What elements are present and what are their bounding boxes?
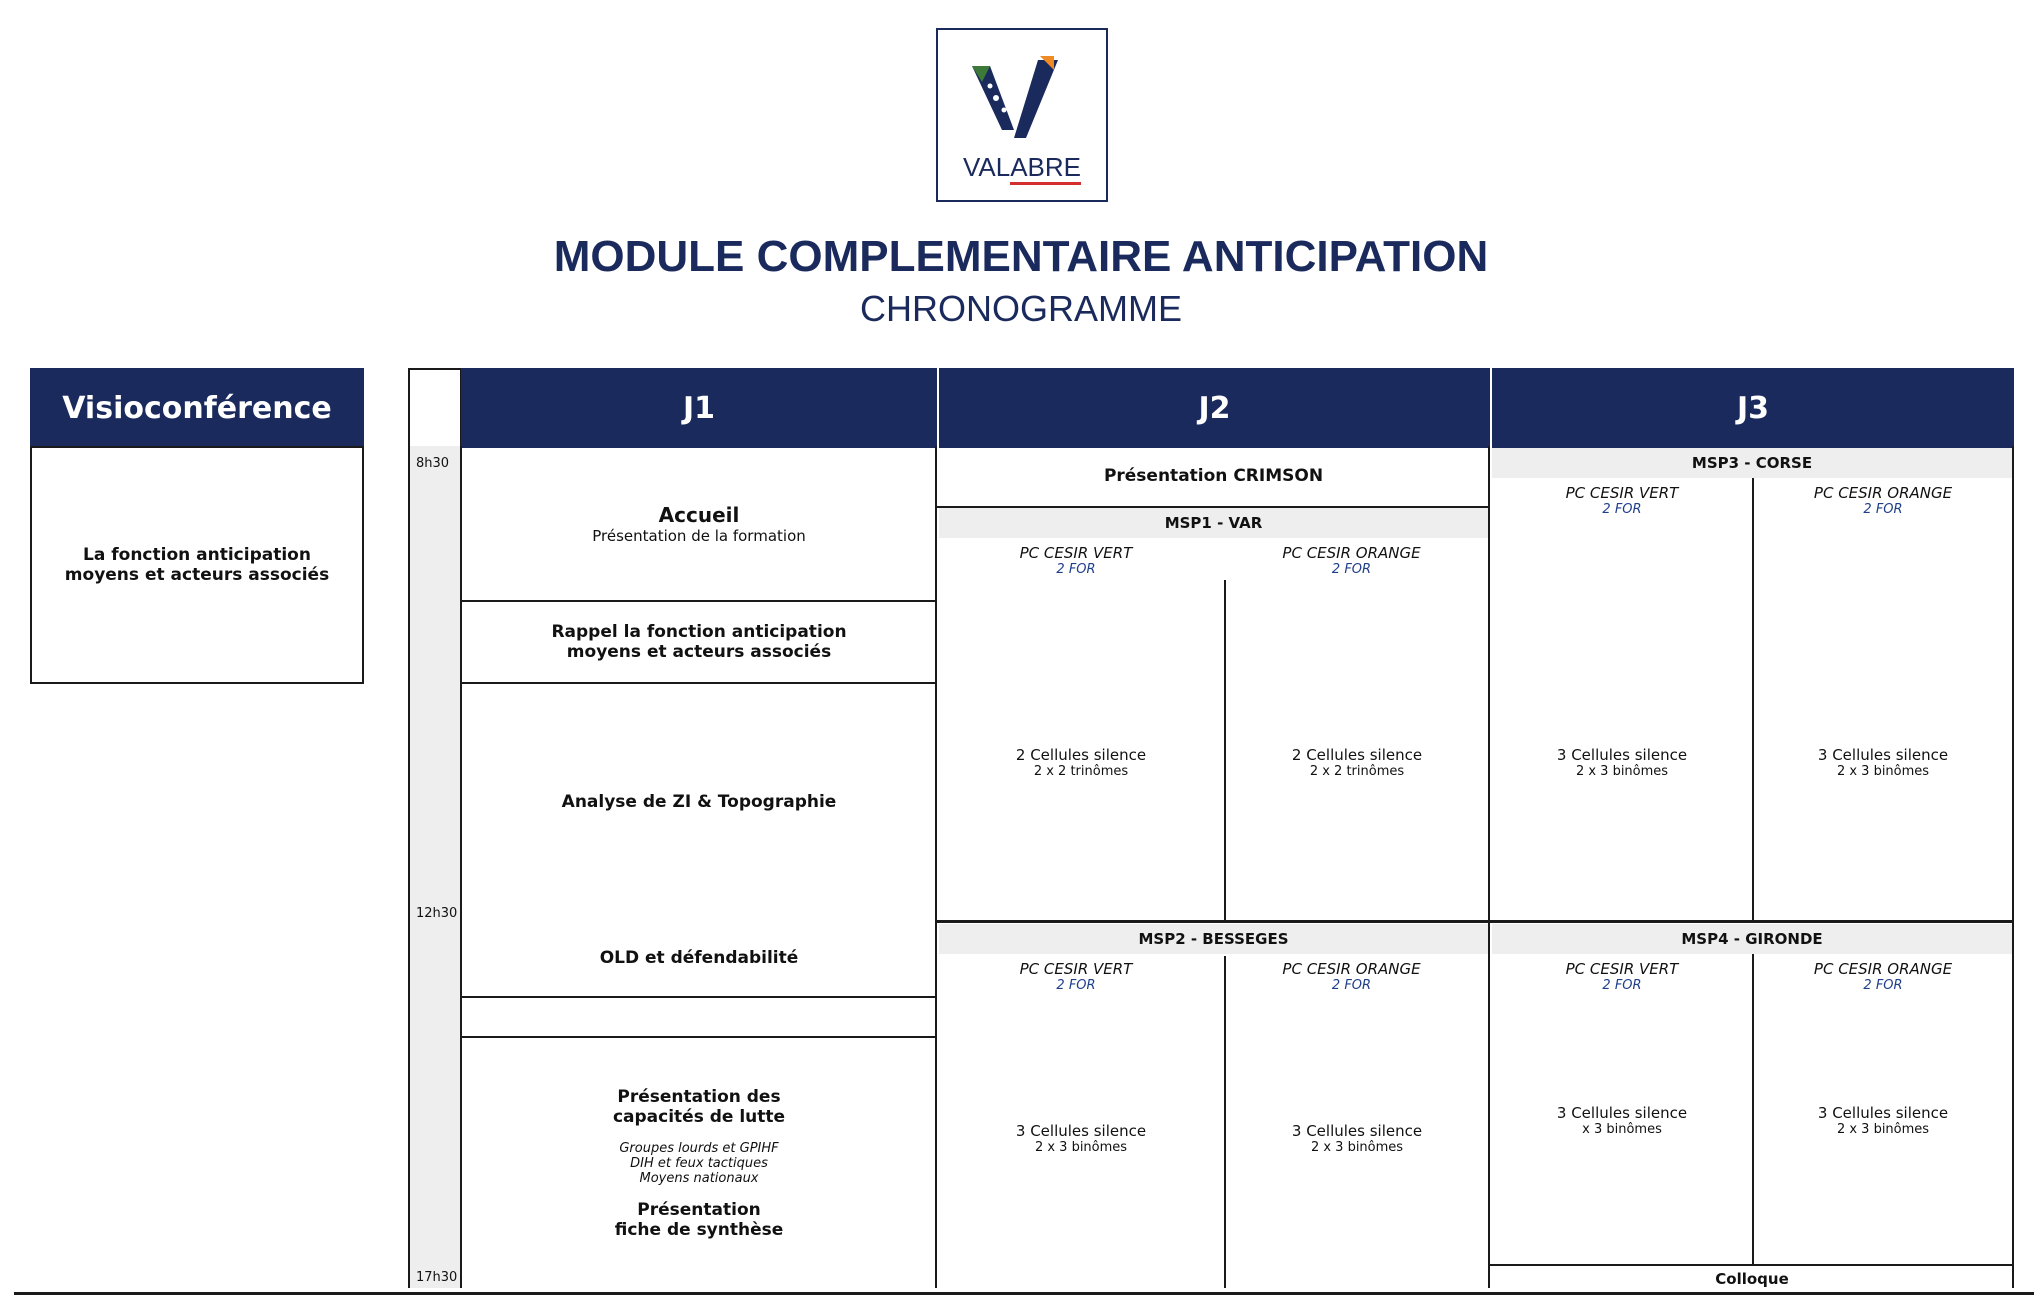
j2-msp2-vert-label: [939, 956, 1213, 996]
j1-pres-line1: Présentation des: [617, 1086, 781, 1107]
j1-accueil-sub: Présentation de la formation: [592, 527, 806, 545]
j2-msp2-orange-cells: 3 Cellules silence: [1291, 1121, 1423, 1140]
logo-text-val: VAL: [962, 152, 1011, 182]
j1-old-cell: [461, 920, 937, 996]
j2-msp1-vert-trin: 2 x 2 trinômes: [1033, 763, 1129, 779]
j2-msp1-orange-for: 2 FOR: [1331, 561, 1372, 577]
j3-msp4-orange-for: 2 FOR: [1863, 977, 1903, 993]
j2-msp1-pc-orange: PC CESIR ORANGE: [1282, 543, 1421, 562]
visio-box: [30, 446, 364, 684]
j2-msp2-pc-orange: PC CESIR ORANGE: [1282, 959, 1421, 978]
j3-msp4-pc-vert: PC CESIR VERT: [1565, 959, 1679, 978]
time-12h30: 12h30: [416, 906, 458, 921]
j3-msp3-orange-bin: 2 x 3 binômes: [1836, 763, 1930, 779]
j3-colloque-cell: [1492, 1266, 2012, 1288]
j1-analyse-text: Analyse de ZI & Topographie: [561, 792, 837, 812]
j1-old-text: OLD et défendabilité: [599, 948, 799, 968]
j3-colloque-text: Colloque: [1715, 1270, 1789, 1288]
j2-msp2-orange-bin: 2 x 3 binômes: [1310, 1139, 1404, 1155]
j3-msp3-vert-cells: 3 Cellules silence: [1556, 745, 1688, 764]
j2-msp2-orange-label: [1215, 956, 1488, 996]
j3-msp3-vert-bin: 2 x 3 binômes: [1575, 763, 1669, 779]
j3-msp4-vert-label: [1492, 956, 1752, 996]
j1-groupes-line1: Groupes lourds et GPIHF: [619, 1140, 779, 1156]
j2-msp2-vert-for: 2 FOR: [1056, 977, 1096, 993]
j2-msp2-vert-cell: [939, 1088, 1223, 1188]
j3-msp3-pc-orange: PC CESIR ORANGE: [1813, 483, 1953, 502]
page-subtitle: CHRONOGRAMME: [860, 288, 1182, 329]
j2-msp1-pc-vert: PC CESIR VERT: [1019, 543, 1133, 562]
visio-line2: moyens et acteurs associés: [64, 565, 330, 585]
j3-msp3-pc-vert: PC CESIR VERT: [1565, 483, 1679, 502]
j3-msp4-title: MSP4 - GIRONDE: [1681, 930, 1823, 948]
j3-msp4-orange-cells: 3 Cellules silence: [1817, 1103, 1949, 1122]
header-j2: J2: [937, 368, 1490, 448]
j2-msp1-orange-cells: 2 Cellules silence: [1291, 745, 1423, 764]
visio-header: Visioconférence: [30, 368, 364, 448]
logo-text-abre: ABRE: [1010, 152, 1081, 185]
j2-msp1-orange-trin: 2 x 2 trinômes: [1309, 763, 1405, 779]
j2-msp2-vert-cells: 3 Cellules silence: [1015, 1121, 1147, 1140]
j1-pres-line2: capacités de lutte: [612, 1106, 786, 1127]
j3-msp4-orange-bin: 2 x 3 binômes: [1836, 1121, 1930, 1137]
j3-msp4-vert-bin: x 3 binômes: [1582, 1121, 1662, 1137]
j3-msp3-title: MSP3 - CORSE: [1691, 454, 1813, 472]
j3-msp3-vert-cell: [1492, 700, 1752, 824]
j3-msp4-vert-cell: [1492, 1070, 1752, 1170]
time-8h30: 8h30: [416, 456, 450, 471]
j3-msp3-orange-cell: [1754, 700, 2012, 824]
j3-msp4-vert-for: 2 FOR: [1602, 977, 1642, 993]
j2-msp1-orange-label: [1215, 540, 1488, 580]
j2-msp1-vert-for: 2 FOR: [1056, 561, 1096, 577]
bottom-rule: [14, 1292, 2034, 1295]
j1-analyse-cell: [461, 684, 937, 920]
j2-msp2-vert-bin: 2 x 3 binômes: [1034, 1139, 1128, 1155]
j1-groupes-line2: DIH et feux tactiques: [630, 1155, 768, 1171]
j1-rappel-cell: [461, 602, 937, 682]
visio-line1: La fonction anticipation: [83, 545, 311, 565]
j3-msp4-vert-cells: 3 Cellules silence: [1556, 1103, 1688, 1122]
time-17h30: 17h30: [416, 1270, 458, 1285]
j2-msp2-band: [939, 924, 1488, 954]
j2-msp1-band: [939, 508, 1488, 538]
j1-groupes-line3: Moyens nationaux: [639, 1170, 759, 1186]
j2-crimson-text: Présentation CRIMSON: [1103, 466, 1324, 486]
j3-msp4-pc-orange: PC CESIR ORANGE: [1813, 959, 1953, 978]
j1-rappel-line2: moyens et acteurs associés: [566, 642, 832, 662]
j3-msp3-vert-for: 2 FOR: [1602, 501, 1642, 517]
time-column: [408, 446, 462, 1288]
header-j1: J1: [461, 368, 937, 448]
valabre-v-icon: [938, 38, 1106, 158]
j3-msp3-band: [1492, 448, 2012, 478]
j2-msp2-pc-vert: PC CESIR VERT: [1019, 959, 1133, 978]
j2-msp1-vert-cell: [939, 700, 1223, 824]
j2-msp1-vert-cells: 2 Cellules silence: [1015, 745, 1147, 764]
j2-msp1-vert-label: [939, 540, 1213, 580]
j2-msp2-orange-for: 2 FOR: [1331, 977, 1372, 993]
j3-msp4-orange-cell: [1754, 1070, 2012, 1170]
j2-msp1-title: MSP1 - VAR: [1164, 514, 1263, 532]
j3-msp4-band: [1492, 924, 2012, 954]
j3-msp3-orange-for: 2 FOR: [1863, 501, 1903, 517]
j2-crimson-cell: [939, 446, 1488, 506]
j2-msp1-orange-cell: [1226, 700, 1488, 824]
j2-msp2-orange-cell: [1226, 1088, 1488, 1188]
j3-msp3-orange-label: [1754, 480, 2012, 520]
j3-msp3-orange-cells: 3 Cellules silence: [1817, 745, 1949, 764]
j1-accueil-cell: [461, 446, 937, 602]
header-j3: J3: [1490, 368, 2014, 448]
j3-msp4-orange-label: [1754, 956, 2012, 996]
j1-fiche-line1: Présentation: [637, 1199, 761, 1220]
j2-msp2-title: MSP2 - BESSEGES: [1138, 930, 1289, 948]
valabre-logo: [936, 28, 1108, 202]
j1-presentation-cell: [461, 1038, 937, 1288]
time-header-cell: [408, 368, 462, 448]
j1-fiche-line2: fiche de synthèse: [614, 1219, 784, 1240]
j3-msp3-vert-label: [1492, 480, 1752, 520]
page-title: MODULE COMPLEMENTAIRE ANTICIPATION: [553, 232, 1489, 281]
j1-rappel-line1: Rappel la fonction anticipation: [551, 622, 847, 642]
j1-accueil-title: Accueil: [658, 503, 740, 527]
